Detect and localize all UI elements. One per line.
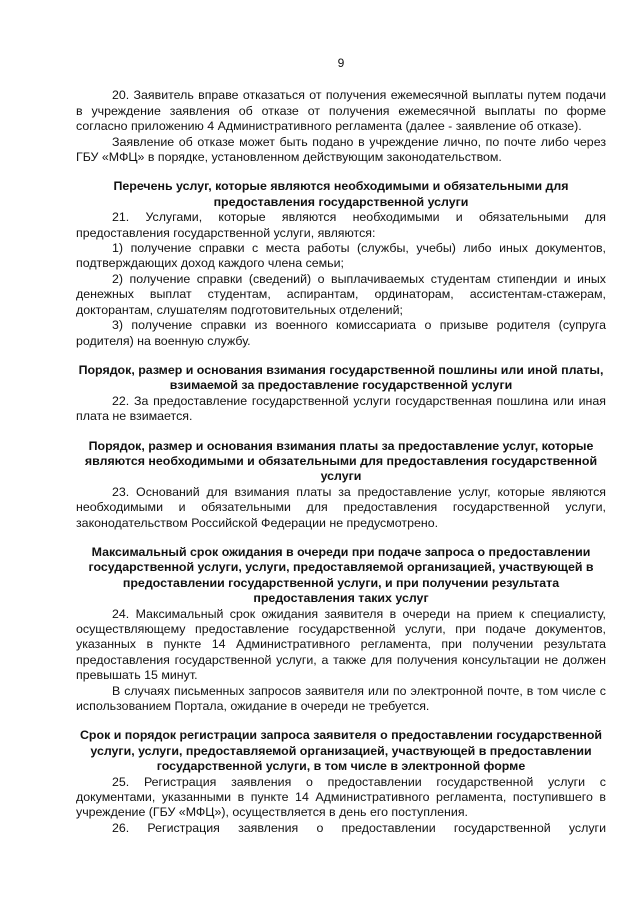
paragraph: 3) получение справки из военного комиссариата о призыве родителя (супруга родителя) на военную службу. bbox=[76, 318, 606, 348]
paragraph: 23. Оснований для взимания платы за предоставление услуг, которые являются необходимыми и обязательными для предоставления государственной услуги, законодательством Российской Федерации не предусмотрено. bbox=[76, 484, 606, 530]
paragraph: Заявление об отказе может быть подано в учреждение лично, по почте либо через ГБУ «МФЦ» в порядке, установленном действующим законодательством. bbox=[76, 134, 606, 165]
paragraph: 26. Регистрация заявления о предоставлении государственной услуги bbox=[112, 820, 606, 835]
paragraph: В случаях письменных запросов заявителя или по электронной почте, в том числе с использованием Портала, ожидание в очереди не требуется. bbox=[76, 683, 606, 714]
paragraph: 2) получение справки (сведений) о выплачиваемых студентам стипендии и иных денежных выплат студентам, аспирантам, ординаторам, ассистентам-стажерам, докторантам, слушателям подготовительных отделений; bbox=[76, 271, 606, 317]
section-heading: Порядок, размер и основания взимания платы за предоставление услуг, которые являются необходимыми и обязательными для предоставления государственной услуги bbox=[84, 438, 598, 484]
section-heading: Перечень услуг, которые являются необходимыми и обязательными для предоставления государственной услуги bbox=[113, 179, 569, 209]
paragraph: 20. Заявитель вправе отказаться от получения ежемесячной выплаты путем подачи в учреждение заявления об отказе от получения ежемесячной выплаты по форме согласно приложению 4 Административного регламента (далее - заявление об отказе). bbox=[76, 88, 606, 134]
page-number: 9 bbox=[337, 56, 345, 70]
paragraph: 25. Регистрация заявления о предоставлении государственной услуги с документами, указанными в пункте 14 Административного регламента, поступившего в учреждение (ГБУ «МФЦ»), осуществляется в день его поступления. bbox=[76, 774, 606, 820]
paragraph: 22. За предоставление государственной услуги государственная пошлина или иная плата не взимается. bbox=[76, 393, 606, 424]
document-body bbox=[76, 88, 606, 836]
paragraph: 24. Максимальный срок ожидания заявителя в очереди на прием к специалисту, осуществляющему предоставление государственной услуги, при подаче документов, указанных в пункте 14 Административного регламента, при получении результата предоставления государственной услуги, а также для получения консультации не должен превышать 15 минут. bbox=[76, 606, 606, 683]
section-heading: Порядок, размер и основания взимания государственной пошлины или иной платы, взимаемой за предоставление государственной услуги bbox=[78, 362, 604, 393]
document-page bbox=[76, 56, 606, 836]
section-heading: Срок и порядок регистрации запроса заявителя о предоставлении государственной услуги, услуги, предоставляемой организацией, участвующей в предоставлении государственной услуги, в том числе в электронной форме bbox=[79, 728, 603, 774]
paragraph: 21. Услугами, которые являются необходимыми и обязательными для предоставления государственной услуги, являются: bbox=[76, 210, 606, 240]
paragraph: 1) получение справки с места работы (службы, учебы) либо иных документов, подтверждающих доход каждого члена семьи; bbox=[76, 241, 606, 271]
section-heading: Максимальный срок ожидания в очереди при подаче запроса о предоставлении государственной услуги, услуги, предоставляемой организацией, участвующей в предоставлении государственной услуги, и при получении результата предоставления таких услуг bbox=[88, 544, 594, 606]
